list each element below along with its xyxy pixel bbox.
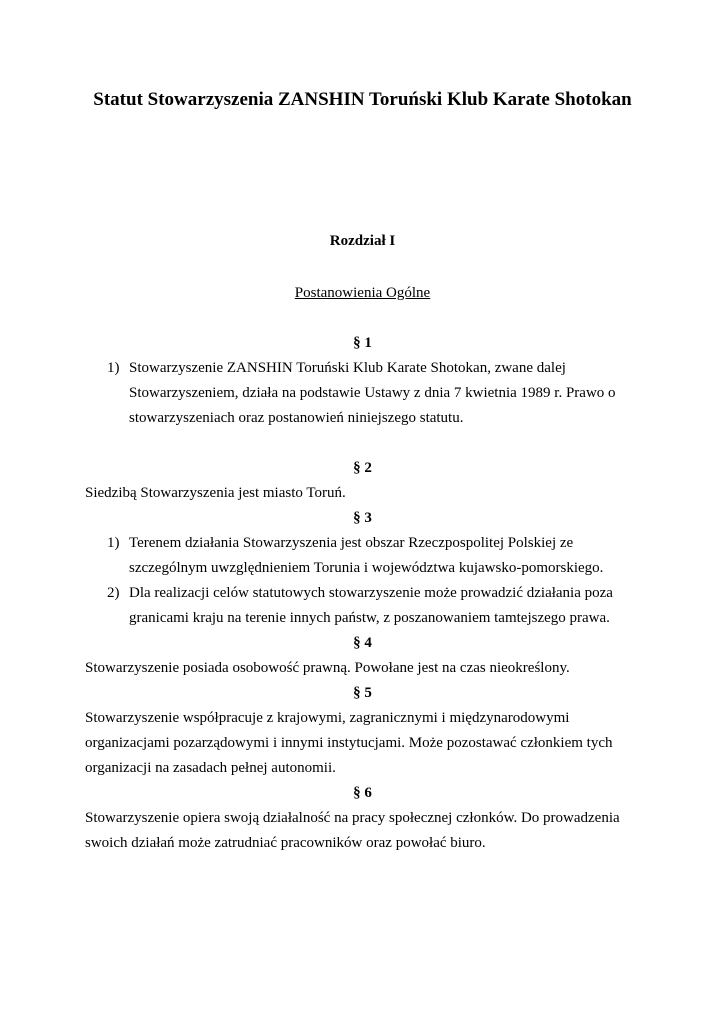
list-item-number: 1) [107,360,120,376]
list-item-number: 1) [107,535,120,551]
section-2-text: Siedzibą Stowarzyszenia jest miasto Toruń. [85,485,346,501]
list-item [85,356,625,431]
section-1-heading: § 1 [353,335,372,351]
list-item-text: Terenem działania Stowarzyszenia jest obszar Rzeczpospolitej Polskiej ze szczególnym uwzględnieniem Torunia i województwa kujawsko-pomorskiego. [129,535,604,576]
list-item [85,531,625,581]
section-4-heading: § 4 [353,635,372,651]
chapter-heading: Rozdział I [329,233,396,249]
section-4-text: Stowarzyszenie posiada osobowość prawną. Powołane jest na czas nieokreślony. [85,660,570,676]
section-5-heading: § 5 [353,685,372,701]
document-title: Statut Stowarzyszenia ZANSHIN Toruński Klub Karate Shotokan [93,89,632,110]
section-3-heading: § 3 [353,510,372,526]
list-item-number: 2) [107,585,120,601]
list-item-text: Stowarzyszenie ZANSHIN Toruński Klub Karate Shotokan, zwane dalej Stowarzyszeniem, działa na podstawie Ustawy z dnia 7 kwietnia 1989 r. Prawo o stowarzyszeniach oraz postanowień niniejszego statutu. [129,360,616,426]
section-5-text: Stowarzyszenie współpracuje z krajowymi, zagranicznymi i międzynarodowymi organizacjami pozarządowymi i innymi instytucjami. Może pozostawać członkiem tych organizacji na zasadach pełnej autonomii. [85,710,613,776]
list-item-text: Dla realizacji celów statutowych stowarzyszenie może prowadzić działania poza granicami kraju na terenie innych państw, z poszanowaniem tamtejszego prawa. [129,585,613,626]
section-6-heading: § 6 [353,785,372,801]
chapter-subtitle: Postanowienia Ogólne [294,285,431,301]
section-1-list [85,356,625,431]
section-3-list [85,531,625,631]
section-6-text: Stowarzyszenie opiera swoją działalność na pracy społecznej członków. Do prowadzenia swoich działań może zatrudniać pracowników oraz powołać biuro. [85,810,620,851]
list-item [85,581,625,631]
section-2-heading: § 2 [353,460,372,476]
